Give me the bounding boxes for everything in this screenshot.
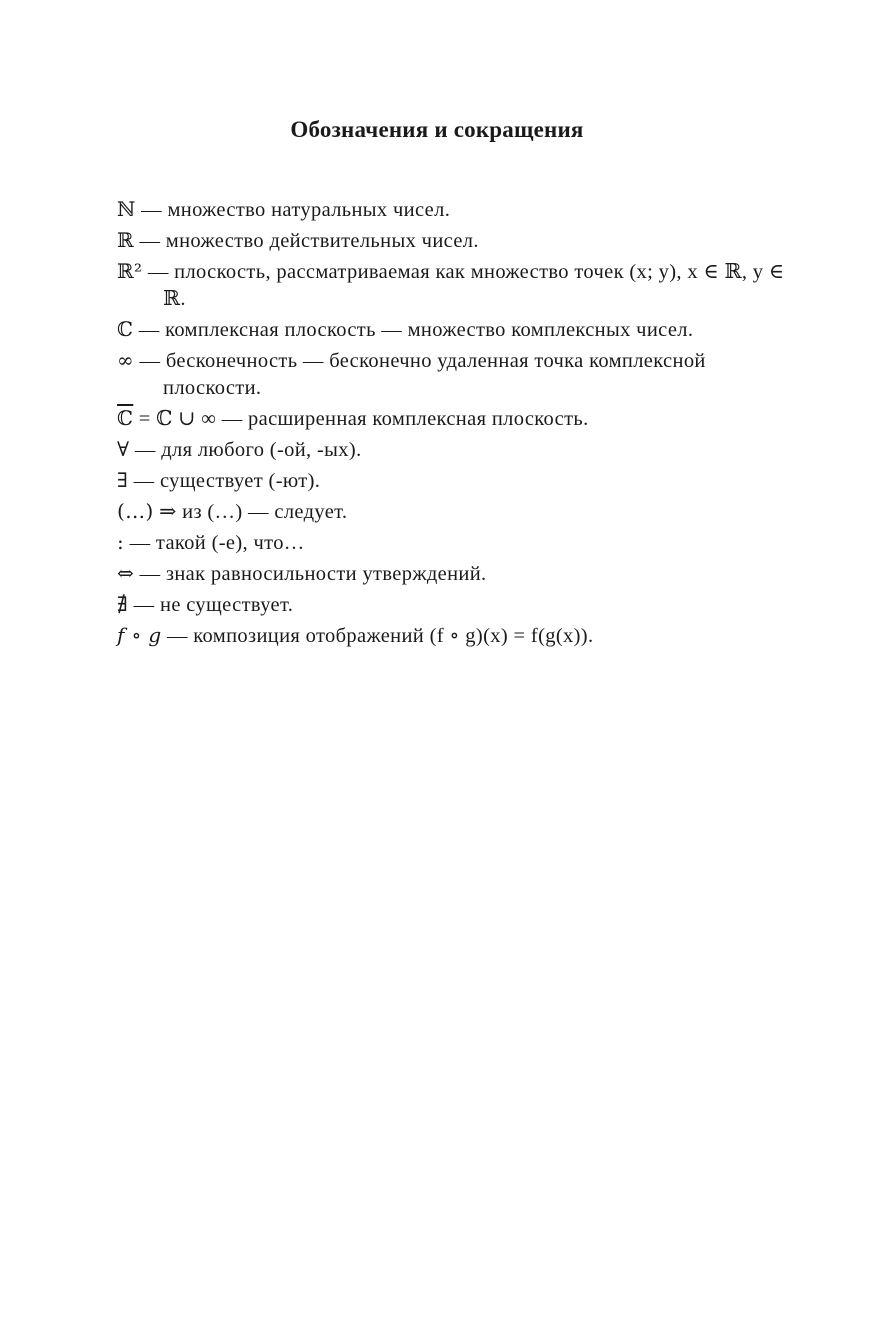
list-item (117, 529, 797, 557)
list-item (117, 227, 797, 255)
entry-symbol: ℝ (117, 228, 134, 252)
page-title: Обозначения и сокращения (290, 117, 584, 142)
list-item (117, 560, 797, 588)
entry-symbol: ℝ² (117, 259, 143, 283)
entry-text: ⇒ из (…) — следует. (153, 501, 348, 523)
list-item (117, 467, 797, 495)
entry-symbol: ∀ (117, 437, 130, 461)
list-item (117, 622, 797, 650)
entry-symbol: ℕ (117, 197, 136, 221)
list-item (117, 196, 797, 224)
entry-symbol: ⇔ (117, 561, 135, 585)
list-item (117, 347, 797, 402)
entry-text: — для любого (-ой, -ых). (129, 439, 362, 461)
entry-text: — бесконечность — бесконечно удаленная точка комплексной плоскости. (134, 350, 706, 399)
entry-text: — комплексная плоскость — множество комплексных чисел. (133, 319, 694, 341)
entry-text: — композиция отображений (f ∘ g)(x) = f(g(x)). (161, 625, 594, 647)
entry-symbol: f ∘ g (117, 623, 162, 647)
entry-text: — множество действительных чисел. (133, 230, 479, 252)
list-item (117, 436, 797, 464)
list-item (117, 258, 797, 313)
list-item (117, 316, 797, 344)
entry-text: — существует (-ют). (128, 470, 321, 492)
entry-symbol: ∃ (117, 468, 129, 492)
list-item (117, 405, 797, 433)
entry-symbol: : (117, 530, 125, 554)
entry-text: — такой (-е), что… (124, 532, 305, 554)
entry-symbol: ℂ (117, 406, 134, 430)
entry-text: — множество натуральных чисел. (135, 199, 451, 221)
list-item (117, 591, 797, 619)
entry-symbol: ℂ (117, 317, 134, 341)
notation-list (117, 196, 797, 653)
entry-symbol: (…) (117, 499, 154, 523)
list-item (117, 498, 797, 526)
entry-symbol: ∞ (117, 348, 135, 372)
entry-text: — знак равносильности утверждений. (134, 563, 487, 585)
entry-text: = ℂ ∪ ∞ — расширенная комплексная плоскость. (133, 408, 589, 430)
entry-symbol: ∄ (117, 592, 129, 616)
entry-text: — не существует. (128, 594, 294, 616)
entry-text: — плоскость, рассматриваемая как множество точек (x; y), x ∈ ℝ, y ∈ ℝ. (142, 261, 785, 310)
